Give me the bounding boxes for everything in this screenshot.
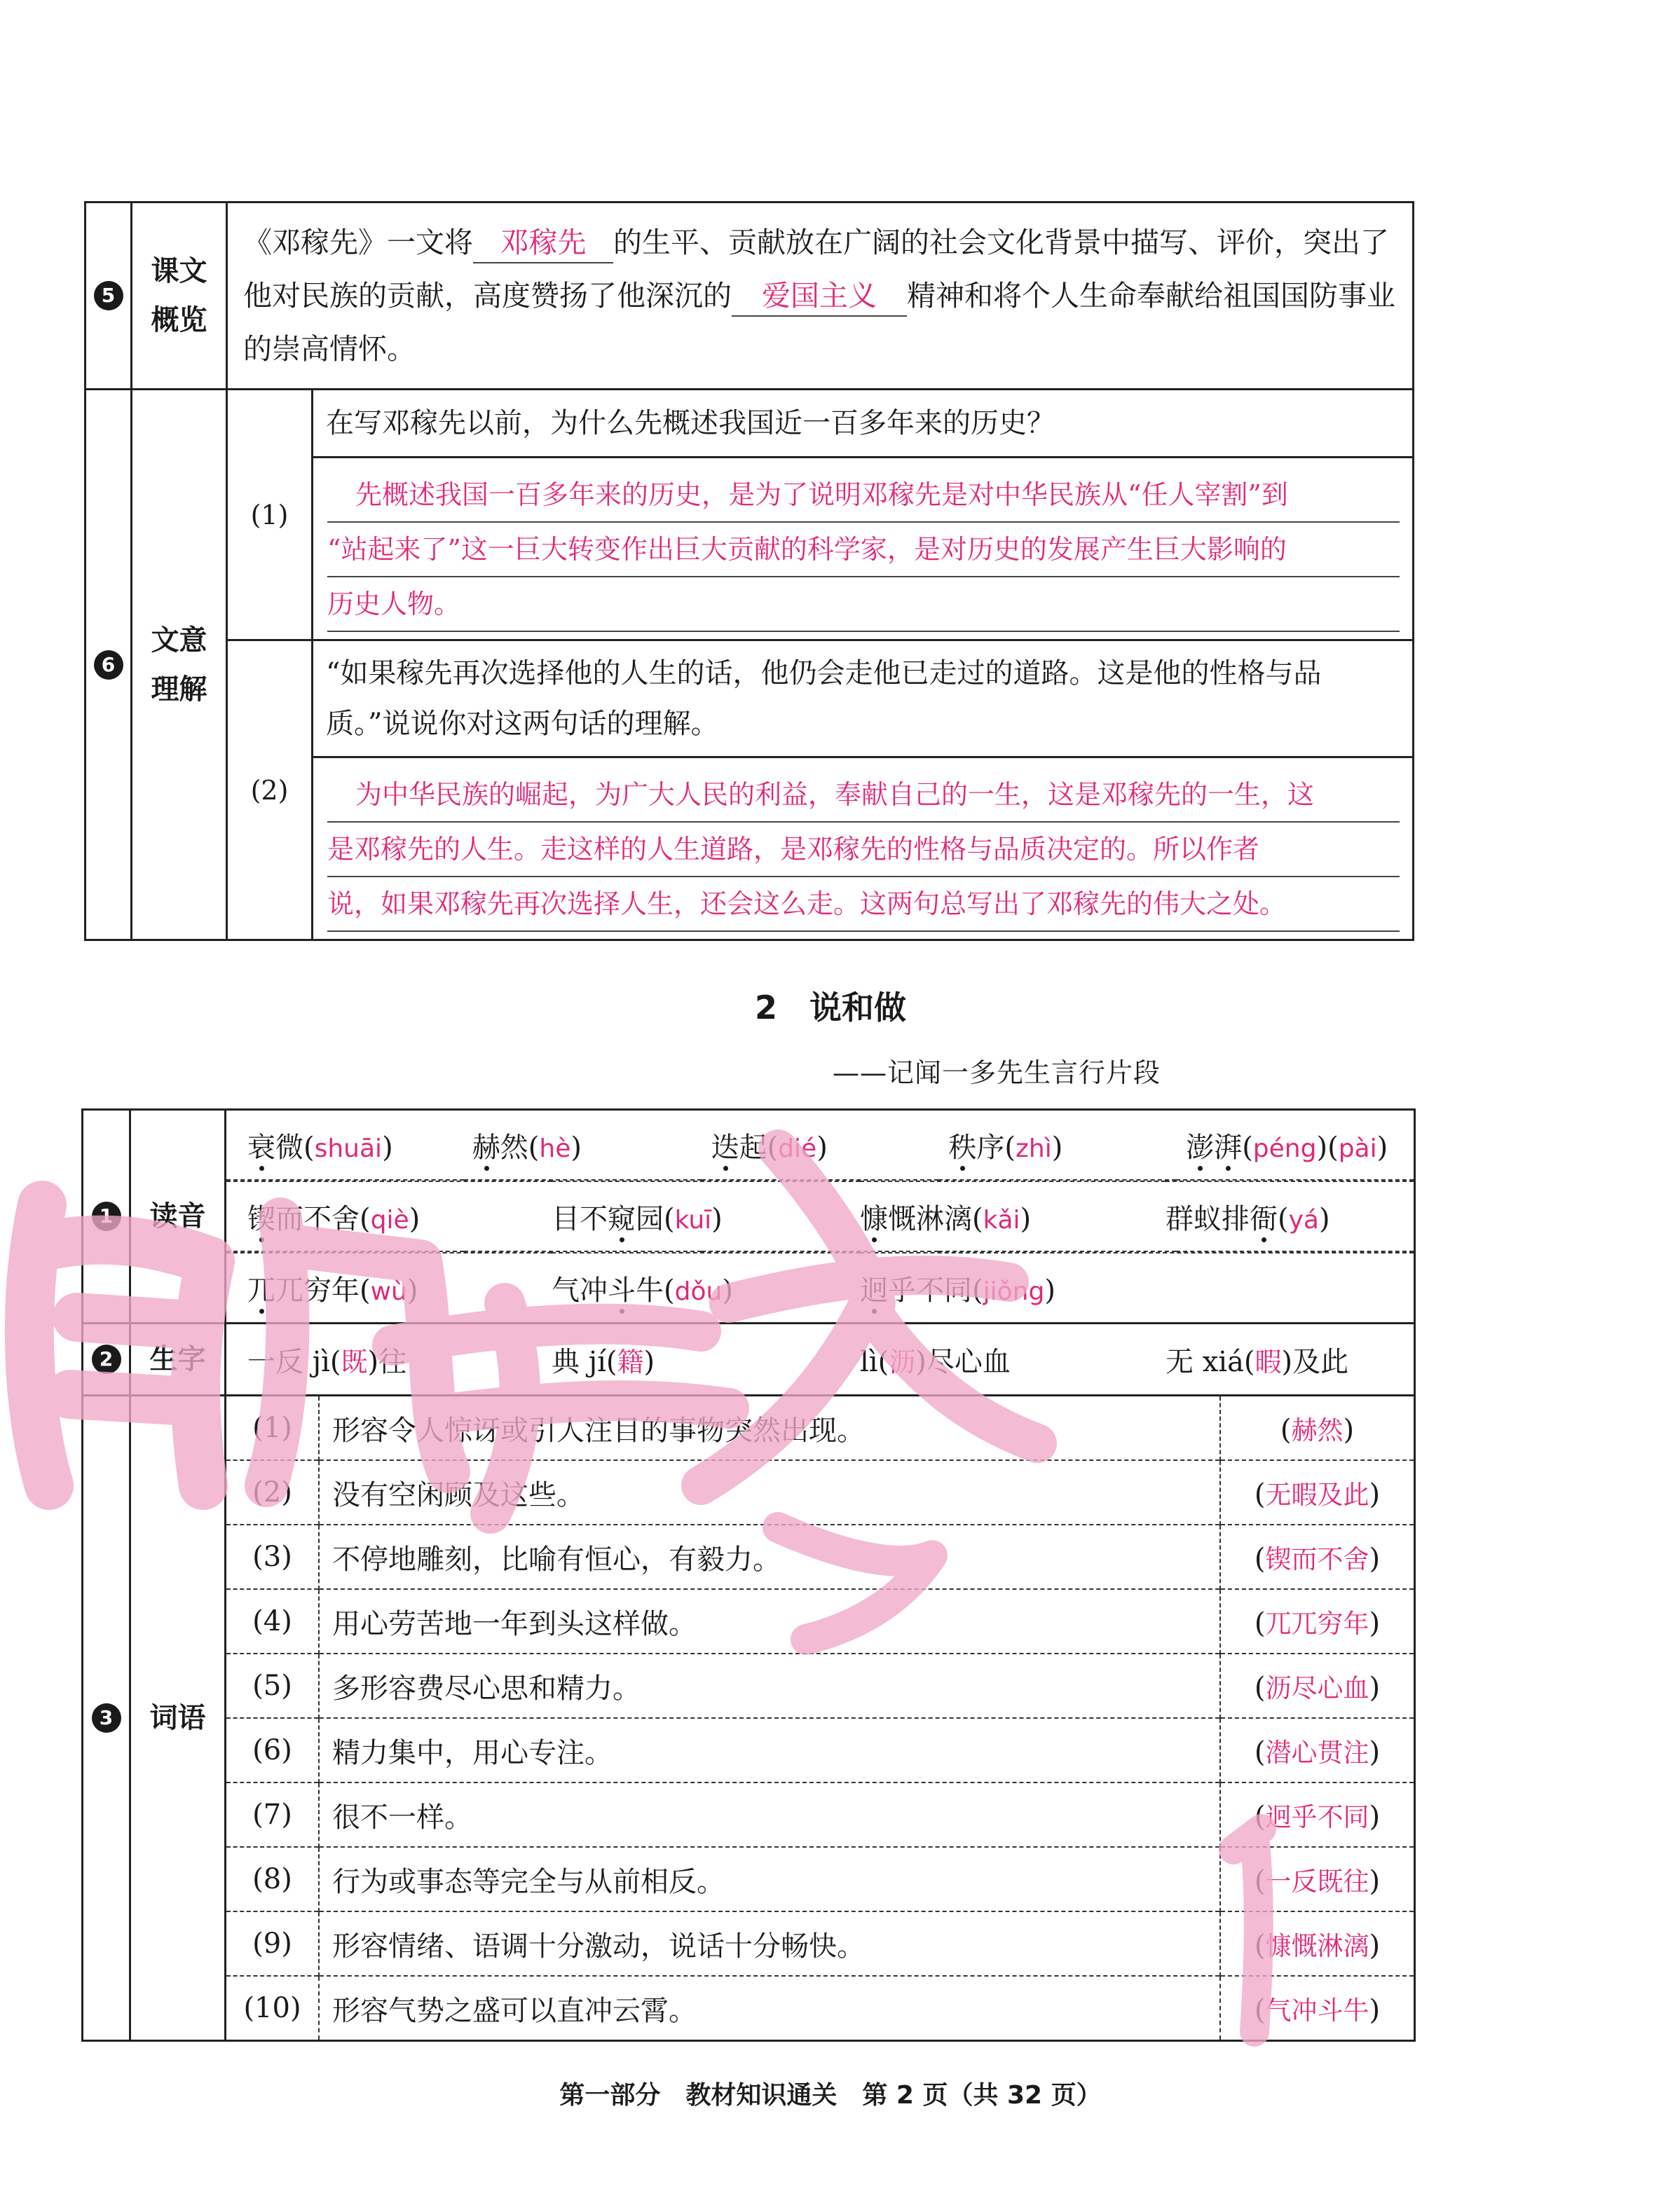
vocabulary-item bbox=[226, 1396, 1414, 1460]
answer-area bbox=[313, 757, 1414, 940]
reading-item: 赫然(hè) bbox=[472, 1131, 582, 1164]
reading-line bbox=[226, 1251, 1414, 1322]
answer-area bbox=[313, 458, 1414, 640]
vocabulary-item bbox=[226, 1460, 1414, 1525]
vocabulary-list bbox=[226, 1396, 1414, 2040]
answer-line: 说，如果邓稼先再次选择人生，还会这么走。这两句总写出了邓稼先的伟大之处。 bbox=[327, 877, 1400, 932]
vocabulary-definition: 形容情绪、语调十分激动，说话十分畅快。 bbox=[319, 1911, 1220, 1976]
question-number: (1) bbox=[227, 390, 313, 640]
vocabulary-label: 词语 bbox=[130, 1396, 226, 2041]
reading-line bbox=[226, 1180, 1414, 1251]
vocabulary-definition: 没有空闲顾及这些。 bbox=[319, 1460, 1220, 1525]
vocabulary-item bbox=[226, 1847, 1414, 1911]
vocabulary-definition: 多形容费尽心思和精力。 bbox=[319, 1654, 1220, 1718]
vocabulary-item bbox=[226, 1718, 1414, 1782]
vocabulary-definition: 精力集中，用心专注。 bbox=[319, 1718, 1220, 1782]
character-item: 典 jí(籍) bbox=[552, 1345, 655, 1378]
vocabulary-content bbox=[226, 1396, 1415, 2041]
vocabulary-item-number: (2) bbox=[226, 1460, 319, 1525]
reading-item: 锲而不舍(qiè) bbox=[226, 1181, 552, 1251]
circled-number-icon: 2 bbox=[92, 1345, 121, 1374]
vocabulary-item bbox=[226, 1654, 1414, 1718]
vocabulary-item-number: (8) bbox=[226, 1847, 319, 1911]
reading-item: 目不窥园(kuī) bbox=[552, 1181, 860, 1251]
characters-content bbox=[226, 1324, 1415, 1396]
answer-line: “站起来了”这一巨大转变作出巨大贡献的科学家，是对历史的发展产生巨大影响的 bbox=[327, 523, 1400, 577]
vocabulary-item-number: (7) bbox=[226, 1782, 319, 1847]
section-table-bottom bbox=[81, 1108, 1416, 2042]
vocabulary-answer: (赫然) bbox=[1280, 1414, 1355, 1446]
question-text: “如果稼先再次选择他的人生的话，他仍会走他已走过的道路。这是他的性格与品 质。”说说你对这两句话的理解。 bbox=[313, 640, 1414, 757]
question-number: (2) bbox=[227, 640, 313, 940]
vocabulary-number bbox=[83, 1396, 130, 2041]
vocabulary-item-number: (10) bbox=[226, 1976, 319, 2040]
reading-content bbox=[226, 1110, 1415, 1324]
vocabulary-answer: (气冲斗牛) bbox=[1220, 1976, 1414, 2040]
reading-item: 气冲斗牛(dǒu) bbox=[552, 1253, 860, 1322]
reading-number bbox=[83, 1110, 130, 1324]
circled-number-icon: 3 bbox=[92, 1703, 121, 1733]
reading-item: 迥乎不同(jiǒng) bbox=[860, 1253, 1414, 1322]
summary-answer-blank: 邓稼先 bbox=[473, 223, 613, 263]
section6-q1-question-row bbox=[86, 390, 1414, 458]
section6-label: 文意 理解 bbox=[132, 390, 227, 940]
vocabulary-answer: (一反既往) bbox=[1220, 1847, 1414, 1911]
section5-summary: 《邓稼先》一文将 邓稼先 的生平、贡献放在广阔的社会文化背景中描写、评价，突出了他对民族的贡献，高度赞扬了他深沉的 爱国主义 精神和将个人生命奉献给祖国国防事业的崇高情怀。 bbox=[227, 202, 1414, 390]
vocabulary-answer: (无暇及此) bbox=[1220, 1460, 1414, 1525]
reading-item: 兀兀穷年(wù) bbox=[226, 1253, 552, 1322]
reading-item: 秩序(zhì) bbox=[948, 1131, 1063, 1164]
summary-answer-blank: 爱国主义 bbox=[732, 276, 907, 317]
page-footer: 第一部分 教材知识通关 第 2 页（共 32 页） bbox=[559, 2081, 1102, 2110]
vocabulary-answer: (慷慨淋漓) bbox=[1220, 1911, 1414, 1976]
reading-item: 衰微(shuāi) bbox=[247, 1131, 393, 1164]
answer-line: 先概述我国一百多年来的历史，是为了说明邓稼先是对中华民族从“任人宰割”到 bbox=[327, 468, 1400, 523]
vocabulary-item-number: (9) bbox=[226, 1911, 319, 1976]
vocabulary-definition: 不停地雕刻，比喻有恒心，有毅力。 bbox=[319, 1525, 1220, 1589]
vocabulary-item-number: (4) bbox=[226, 1589, 319, 1654]
vocabulary-item-number: (3) bbox=[226, 1525, 319, 1589]
vocabulary-definition: 行为或事态等完全与从前相反。 bbox=[319, 1847, 1220, 1911]
vocabulary-answer: (迥乎不同) bbox=[1220, 1782, 1414, 1847]
character-item: lì(沥)尽心血 bbox=[860, 1345, 1011, 1378]
lesson-title: 2 说和做 bbox=[754, 989, 906, 1026]
answer-line: 是邓稼先的人生。走这样的人生道路，是邓稼先的性格与品质决定的。所以作者 bbox=[327, 823, 1400, 877]
reading-item: 群蚁排衙(yá) bbox=[1166, 1181, 1414, 1251]
section-table-top bbox=[84, 201, 1414, 941]
section5-number bbox=[86, 202, 132, 390]
reading-row bbox=[83, 1110, 1415, 1324]
vocabulary-definition: 很不一样。 bbox=[319, 1782, 1220, 1847]
characters-number bbox=[83, 1324, 130, 1396]
vocabulary-item bbox=[226, 1589, 1414, 1654]
vocabulary-item bbox=[226, 1525, 1414, 1589]
reading-grid bbox=[226, 1111, 1414, 1322]
vocabulary-item-number: (5) bbox=[226, 1654, 319, 1718]
characters-label: 生字 bbox=[130, 1324, 226, 1396]
vocabulary-row bbox=[83, 1396, 1415, 2041]
characters-row bbox=[83, 1324, 1415, 1396]
vocabulary-answer: (兀兀穷年) bbox=[1220, 1589, 1414, 1654]
reading-item: 澎湃(péng)(pài) bbox=[1186, 1131, 1388, 1164]
section5-row bbox=[86, 202, 1414, 390]
vocabulary-definition: 形容令人惊讶或引人注目的事物突然出现。 bbox=[319, 1396, 1220, 1460]
reading-line bbox=[226, 1111, 1414, 1180]
character-item: 一反 jì(既)往 bbox=[247, 1345, 407, 1378]
lesson-subtitle: ——记闻一多先生言行片段 bbox=[833, 1057, 1161, 1088]
vocabulary-answer: (锲而不舍) bbox=[1220, 1525, 1414, 1589]
vocabulary-item bbox=[226, 1911, 1414, 1976]
reading-label: 读音 bbox=[130, 1110, 226, 1324]
vocabulary-item bbox=[226, 1976, 1414, 2040]
section6-q2-question-row bbox=[86, 640, 1414, 757]
vocabulary-item-number: (6) bbox=[226, 1718, 319, 1782]
vocabulary-answer: (沥尽心血) bbox=[1220, 1654, 1414, 1718]
character-item: 无 xiá(暇)及此 bbox=[1166, 1345, 1349, 1378]
section6-number bbox=[86, 390, 132, 940]
vocabulary-item-number: (1) bbox=[226, 1396, 319, 1460]
reading-item: 迭起(dié) bbox=[711, 1131, 828, 1164]
circled-number-icon: 5 bbox=[94, 281, 123, 310]
vocabulary-definition: 形容气势之盛可以直冲云霄。 bbox=[319, 1976, 1220, 2040]
question-text: 在写邓稼先以前，为什么先概述我国近一百多年来的历史？ bbox=[313, 390, 1414, 458]
vocabulary-answer: (潜心贯注) bbox=[1220, 1718, 1414, 1782]
circled-number-icon: 6 bbox=[94, 650, 123, 680]
vocabulary-definition: 用心劳苦地一年到头这样做。 bbox=[319, 1589, 1220, 1654]
answer-line: 历史人物。 bbox=[327, 577, 1400, 632]
circled-number-icon: 1 bbox=[92, 1202, 121, 1231]
vocabulary-item bbox=[226, 1782, 1414, 1847]
section5-label: 课文 概览 bbox=[132, 202, 227, 390]
reading-item: 慷慨淋漓(kǎi) bbox=[860, 1181, 1166, 1251]
answer-line: 为中华民族的崛起，为广大人民的利益，奉献自己的一生，这是邓稼先的一生，这 bbox=[327, 768, 1400, 823]
